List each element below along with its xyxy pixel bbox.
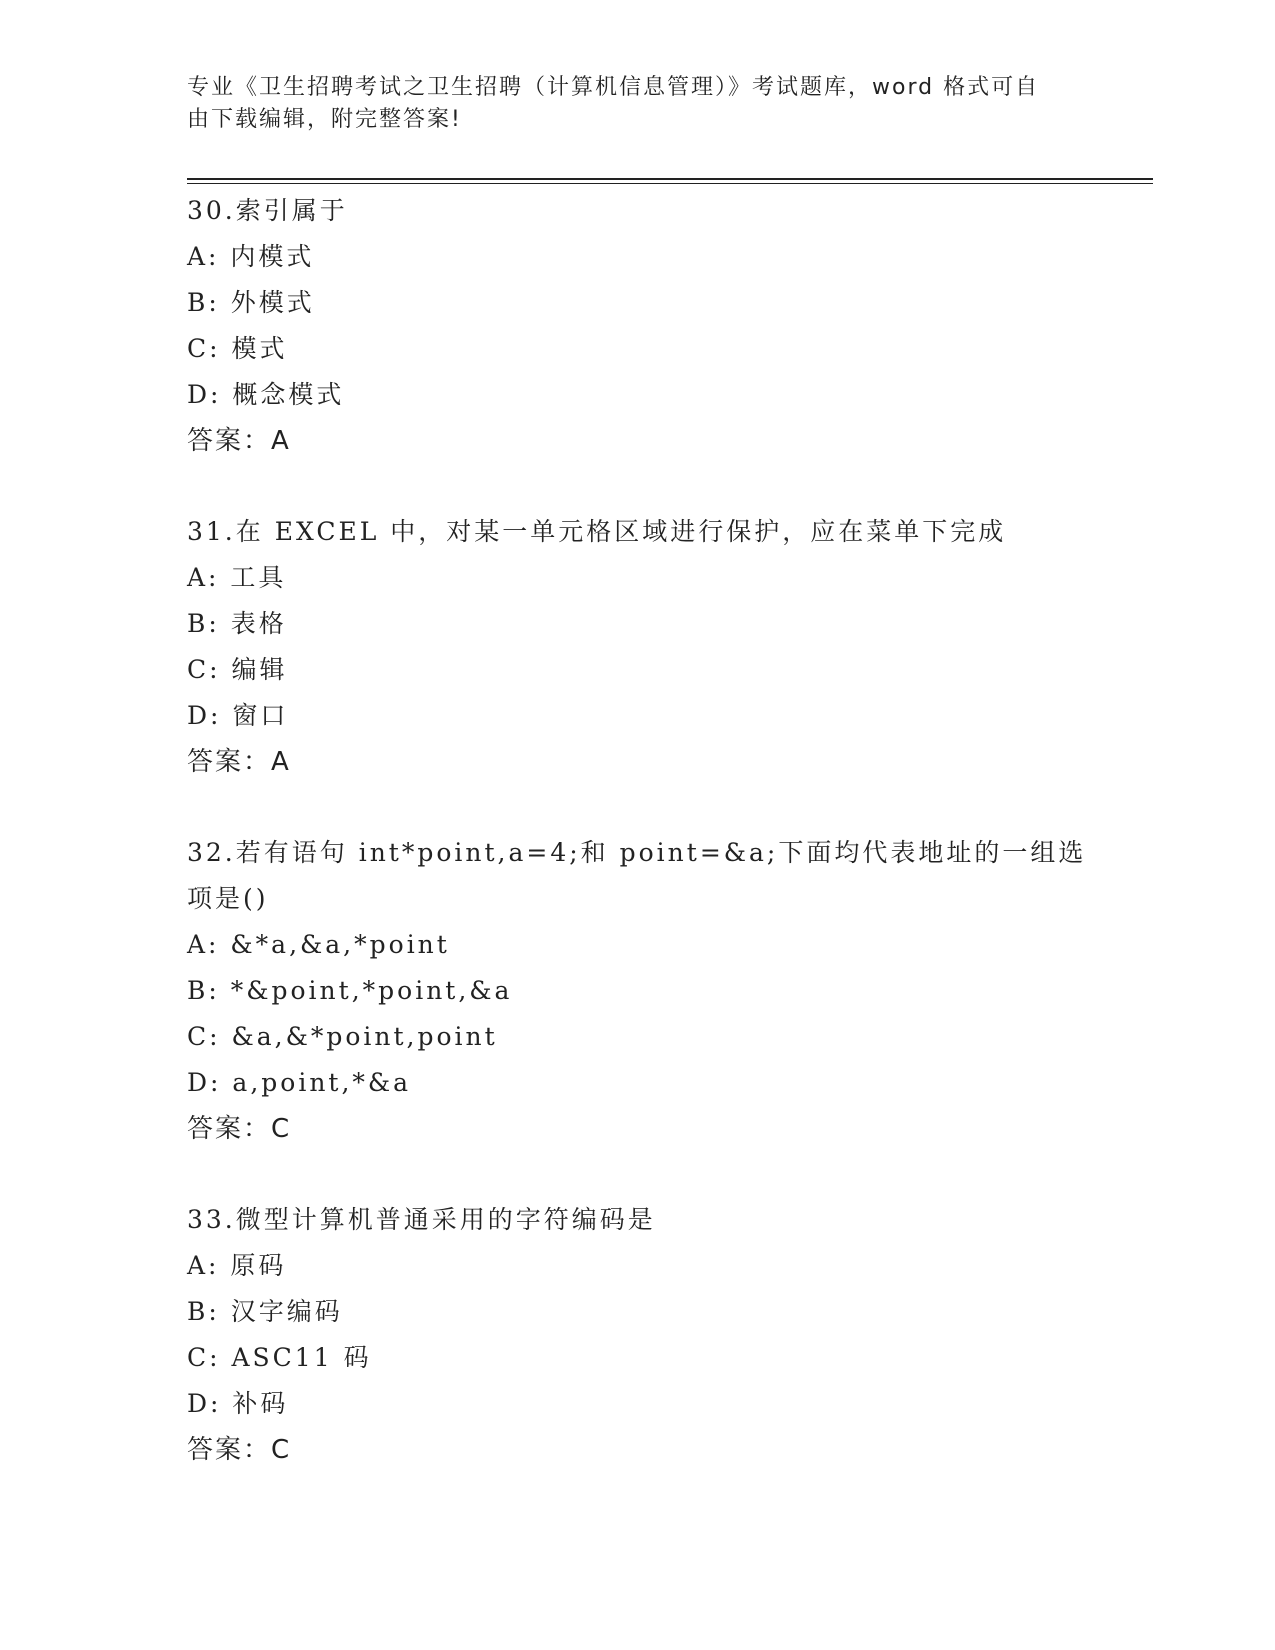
option-c: C: 编辑: [187, 655, 288, 684]
question-list: [187, 188, 1187, 1518]
question-33: [187, 1197, 1187, 1473]
option-c: C: &a,&*point,point: [187, 1022, 498, 1051]
option-a: A: 工具: [187, 563, 287, 592]
question-stem: 31.在 EXCEL 中，对某一单元格区域进行保护，应在菜单下完成: [187, 517, 1007, 546]
option-b: B: 外模式: [187, 288, 315, 317]
answer: 答案：C: [187, 1435, 292, 1465]
header-line-2: 由下载编辑，附完整答案!: [187, 107, 462, 132]
question-32: [187, 830, 1187, 1152]
answer: 答案：A: [187, 426, 291, 456]
option-a: A: &*a,&a,*point: [187, 930, 450, 959]
question-30: [187, 188, 1187, 464]
option-b: B: 汉字编码: [187, 1297, 343, 1326]
answer: 答案：C: [187, 1114, 292, 1144]
option-d: D: 概念模式: [187, 380, 345, 409]
answer: 答案：A: [187, 747, 291, 777]
option-d: D: 补码: [187, 1389, 289, 1418]
option-d: D: 窗口: [187, 701, 289, 730]
document-header: [187, 72, 1087, 136]
option-a: A: 原码: [187, 1251, 287, 1280]
option-b: B: *&point,*point,&a: [187, 976, 513, 1005]
option-a: A: 内模式: [187, 242, 315, 271]
question-stem: 32.若有语句 int*point,a=4;和 point=&a;下面均代表地址的一组选项是(): [187, 838, 1087, 913]
header-line-1: 专业《卫生招聘考试之卫生招聘（计算机信息管理）》考试题库，word 格式可自: [187, 75, 1040, 100]
option-c: C: ASC11 码: [187, 1343, 372, 1372]
option-d: D: a,point,*&a: [187, 1068, 412, 1097]
question-31: [187, 509, 1187, 785]
header-divider-thick: [187, 178, 1153, 180]
question-stem: 33.微型计算机普通采用的字符编码是: [187, 1205, 656, 1234]
option-c: C: 模式: [187, 334, 288, 363]
header-divider-thin: [187, 183, 1153, 184]
question-stem: 30.索引属于: [187, 196, 348, 225]
option-b: B: 表格: [187, 609, 287, 638]
